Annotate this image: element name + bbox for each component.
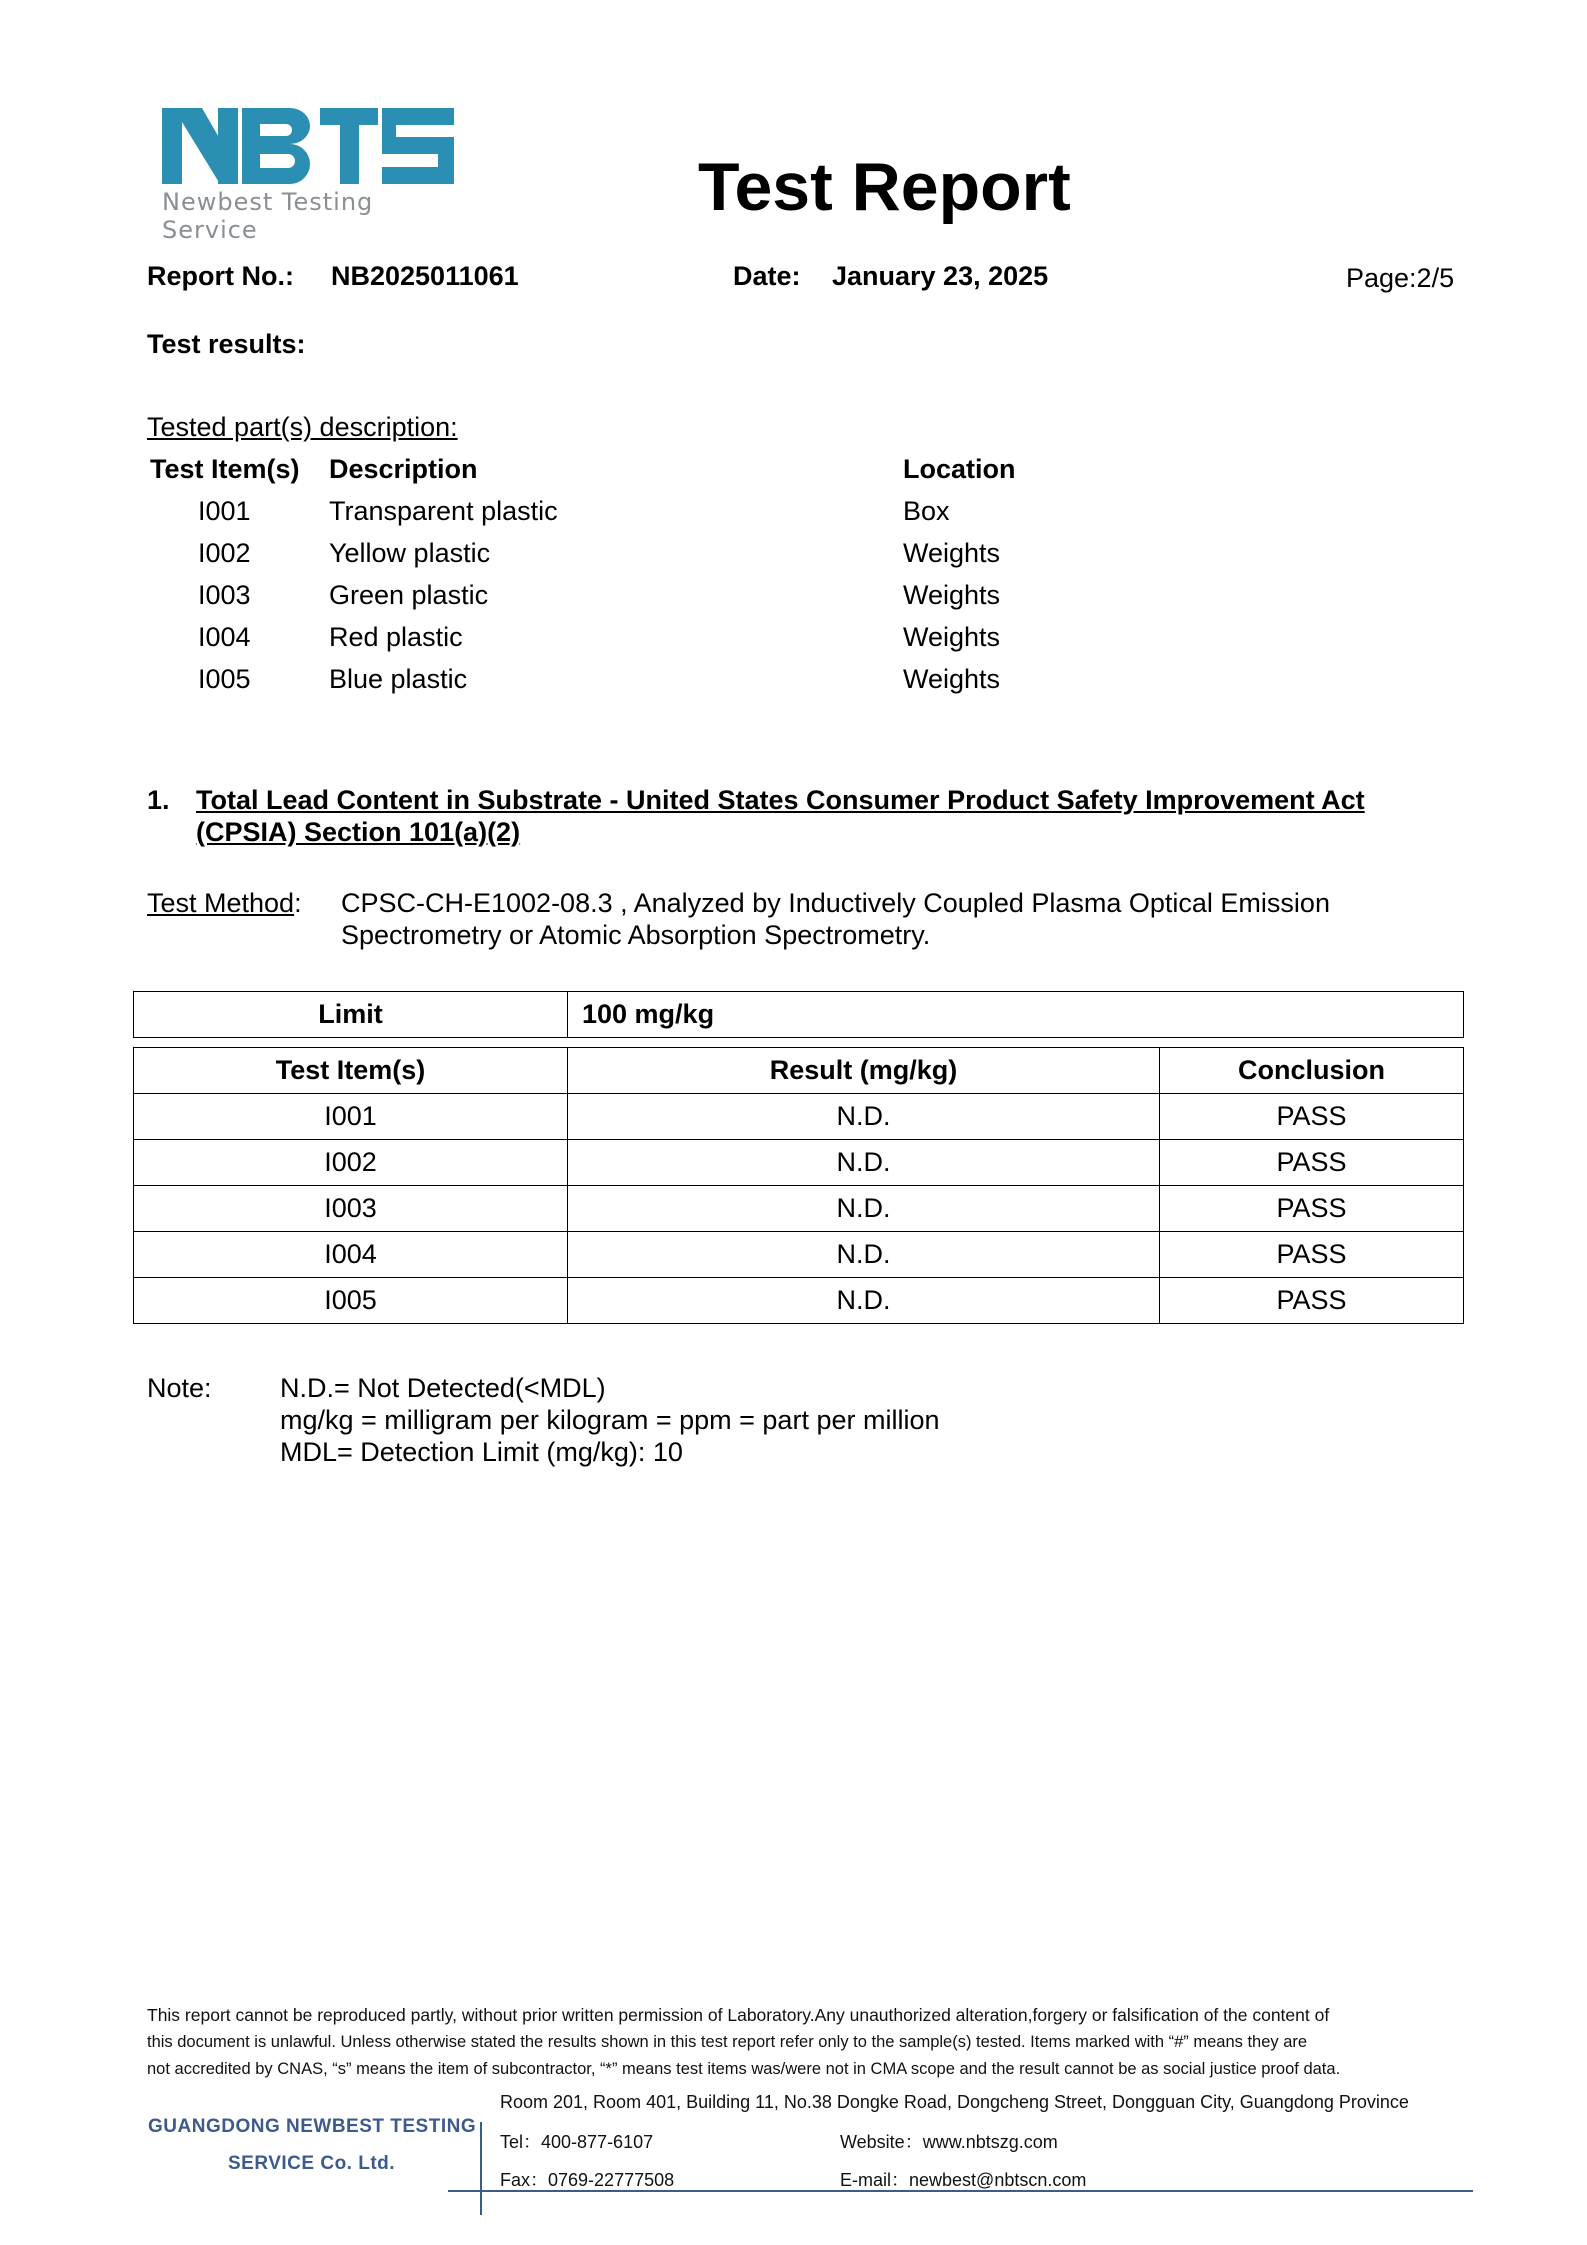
company-fax: Fax：0769-22777508	[500, 2170, 675, 2190]
test-method-line2: Spectrometry or Atomic Absorption Spectrometry.	[341, 920, 931, 950]
disclaimer-line: this document is unlawful. Unless otherwise stated the results shown in this test report refer only to the sample(s) tested. Items marked with “#” means they are	[147, 2033, 1308, 2051]
part-location: Weights	[903, 580, 1001, 610]
date-label: Date:	[733, 261, 801, 291]
report-no-label: Report No.:	[147, 261, 294, 291]
result-value: N.D.	[568, 1094, 1160, 1140]
part-location: Box	[903, 496, 950, 526]
section-title-line2: (CPSIA) Section 101(a)(2)	[196, 817, 521, 847]
part-location: Weights	[903, 622, 1001, 652]
section-number: 1.	[147, 785, 170, 815]
results-table	[133, 1047, 1464, 1324]
result-item: I002	[134, 1140, 568, 1186]
table-row	[134, 1232, 1464, 1278]
part-description: Transparent plastic	[329, 496, 558, 526]
results-col-result: Result (mg/kg)	[568, 1048, 1160, 1094]
test-results-heading: Test results:	[147, 329, 306, 359]
result-conclusion: PASS	[1160, 1232, 1464, 1278]
table-row	[134, 1278, 1464, 1324]
result-item: I001	[134, 1094, 568, 1140]
part-item-id: I005	[198, 664, 251, 694]
table-row	[134, 1140, 1464, 1186]
result-conclusion: PASS	[1160, 1094, 1464, 1140]
result-value: N.D.	[568, 1278, 1160, 1324]
part-description: Blue plastic	[329, 664, 468, 694]
nbts-logo-mark	[160, 100, 460, 190]
report-no: NB2025011061	[331, 261, 519, 291]
limit-table	[133, 991, 1464, 1038]
results-col-conclusion: Conclusion	[1160, 1048, 1464, 1094]
footer-vertical-rule	[480, 2122, 482, 2215]
result-value: N.D.	[568, 1140, 1160, 1186]
parts-col-item: Test Item(s)	[150, 454, 300, 484]
company-email: E-mail：newbest@nbtscn.com	[840, 2170, 1087, 2190]
part-item-id: I004	[198, 622, 251, 652]
report-date: January 23, 2025	[832, 261, 1049, 291]
parts-col-description: Description	[329, 454, 478, 484]
section-title-line1: Total Lead Content in Substrate - United States Consumer Product Safety Improvement Act	[196, 785, 1365, 815]
results-col-item: Test Item(s)	[134, 1048, 568, 1094]
company-website: Website：www.nbtszg.com	[840, 2132, 1058, 2152]
note-label: Note:	[147, 1373, 212, 1403]
part-item-id: I002	[198, 538, 251, 568]
company-name-line2: SERVICE Co. Ltd.	[228, 2153, 396, 2174]
test-method-line1: CPSC-CH-E1002-08.3 , Analyzed by Inductively Coupled Plasma Optical Emission	[341, 888, 1330, 918]
result-item: I003	[134, 1186, 568, 1232]
nbts-logo	[160, 100, 460, 244]
part-description: Red plastic	[329, 622, 463, 652]
result-value: N.D.	[568, 1186, 1160, 1232]
company-address: Room 201, Room 401, Building 11, No.38 Dongke Road, Dongcheng Street, Dongguan City, Guangdong Province	[500, 2092, 1409, 2112]
parts-heading: Tested part(s) description:	[147, 412, 458, 442]
result-conclusion: PASS	[1160, 1278, 1464, 1324]
result-conclusion: PASS	[1160, 1140, 1464, 1186]
disclaimer-line: This report cannot be reproduced partly, without prior written permission of Laboratory.Any unauthorized alteration,forgery or falsification of the content of	[147, 2005, 1330, 2025]
note-line: MDL= Detection Limit (mg/kg): 10	[280, 1437, 683, 1467]
result-conclusion: PASS	[1160, 1186, 1464, 1232]
page-number: Page:2/5	[1346, 263, 1455, 293]
part-location: Weights	[903, 664, 1001, 694]
limit-value: 100 mg/kg	[568, 992, 1464, 1038]
disclaimer-line: not accredited by CNAS, “s” means the item of subcontractor, “*” means test items was/were not in CMA scope and the result cannot be as social justice proof data.	[147, 2060, 1341, 2078]
page-title: Test Report	[698, 149, 1071, 225]
results-header-row	[134, 1048, 1464, 1094]
logo-tagline: Newbest Testing Service	[162, 188, 374, 244]
test-method-colon: :	[294, 888, 302, 918]
note-line: mg/kg = milligram per kilogram = ppm = part per million	[280, 1405, 940, 1435]
part-item-id: I003	[198, 580, 251, 610]
note-line: N.D.= Not Detected(<MDL)	[280, 1373, 606, 1403]
part-description: Green plastic	[329, 580, 489, 610]
part-item-id: I001	[198, 496, 251, 526]
company-name-line1: GUANGDONG NEWBEST TESTING	[148, 2116, 477, 2137]
result-value: N.D.	[568, 1232, 1160, 1278]
footer-disclaimer	[147, 2002, 1467, 2083]
table-row	[134, 1094, 1464, 1140]
company-tel: Tel：400-877-6107	[500, 2132, 654, 2152]
result-item: I005	[134, 1278, 568, 1324]
part-description: Yellow plastic	[329, 538, 491, 568]
parts-col-location: Location	[903, 454, 1016, 484]
result-item: I004	[134, 1232, 568, 1278]
table-row	[134, 1186, 1464, 1232]
part-location: Weights	[903, 538, 1001, 568]
test-method-label-text: Test Method	[147, 888, 295, 918]
test-method-label	[147, 888, 302, 919]
limit-label: Limit	[134, 992, 568, 1038]
